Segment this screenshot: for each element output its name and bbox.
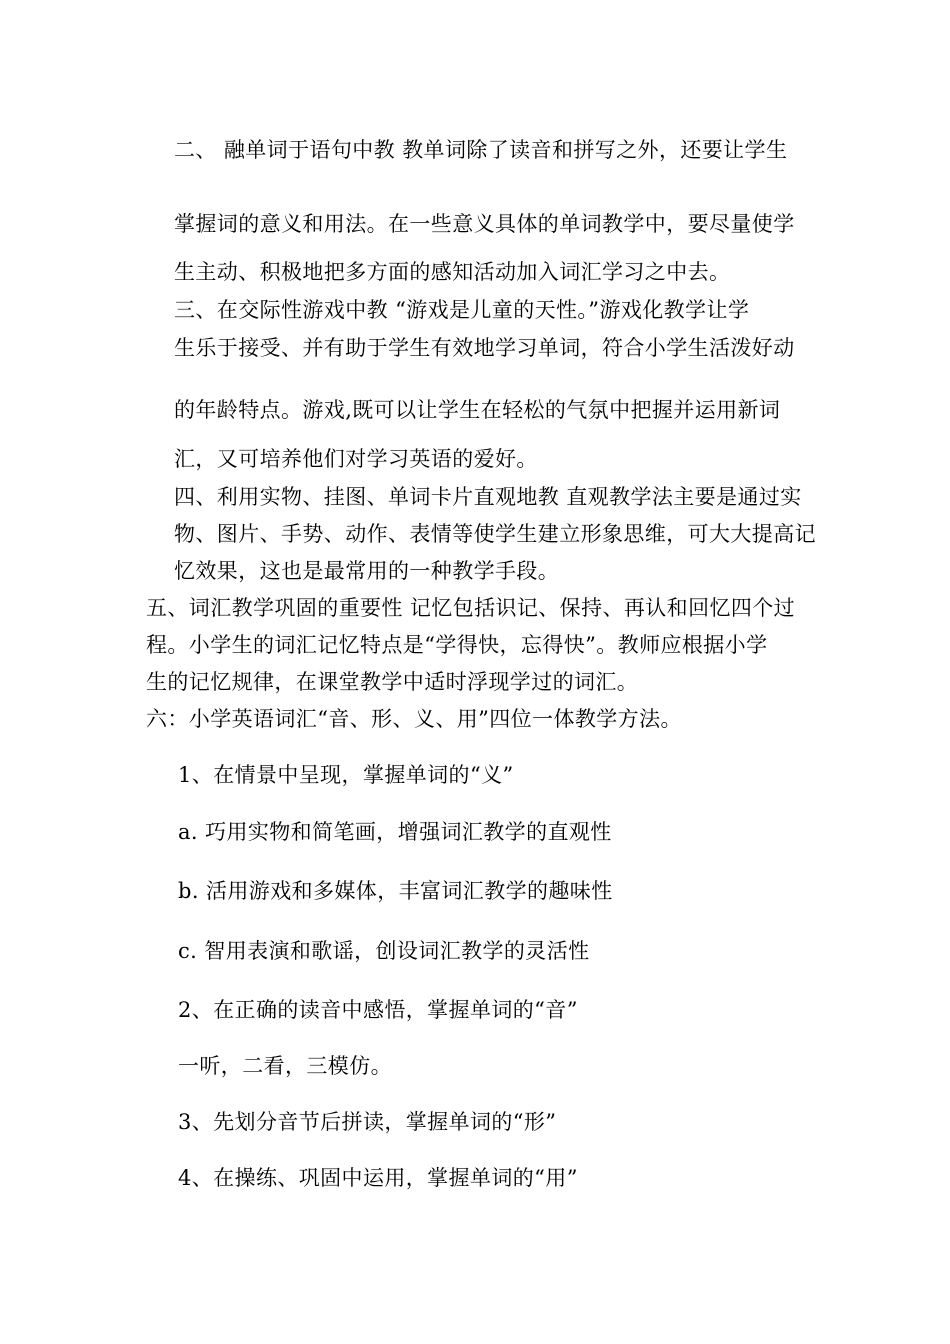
section-4-line-3: 忆效果，这也是最常用的一种教学手段。	[174, 559, 560, 583]
section-6-item-4: 4、在操练、巩固中运用，掌握单词的“用”	[178, 1166, 578, 1190]
section-6-item-1b: b. 活用游戏和多媒体，丰富词汇教学的趣味性	[178, 879, 613, 903]
section-4-line-2: 物、图片、手势、动作、表情等使学生建立形象思维，可大大提高记	[174, 522, 816, 546]
section-3-line-1: 三、在交际性游戏中教 “游戏是儿童的天性。”游戏化教学让学	[174, 298, 750, 322]
section-6-item-1c: c. 智用表演和歌谣，创设词汇教学的灵活性	[178, 939, 590, 963]
section-6-item-3: 3、先划分音节后拼读，掌握单词的“形”	[178, 1110, 557, 1134]
section-5-line-2: 程。小学生的词汇记忆特点是“学得快，忘得快”。教师应根据小学	[146, 633, 768, 657]
section-6-item-1: 1、在情景中呈现，掌握单词的“义”	[178, 763, 514, 787]
section-5-line-3: 生的记忆规律，在课堂教学中适时浮现学过的词汇。	[146, 670, 639, 694]
section-3-line-3: 的年龄特点。游戏,既可以让学生在轻松的气氛中把握并运用新词	[174, 398, 781, 422]
section-6-item-1a: a. 巧用实物和简笔画，增强词汇教学的直观性	[178, 820, 612, 844]
section-5-line-1: 五、词汇教学巩固的重要性 记忆包括识记、保持、再认和回忆四个过	[146, 596, 796, 620]
section-3-line-2: 生乐于接受、并有助于学生有效地学习单词，符合小学生活泼好动	[174, 336, 795, 360]
section-2-line-3: 生主动、积极地把多方面的感知活动加入词汇学习之中去。	[174, 260, 731, 284]
section-3-line-4: 汇，又可培养他们对学习英语的爱好。	[174, 447, 538, 471]
section-6-item-2-detail: 一听，二看，三模仿。	[178, 1054, 392, 1078]
section-2-line-2: 掌握词的意义和用法。在一些意义具体的单词教学中，要尽量使学	[174, 212, 795, 236]
section-6-heading: 六：小学英语词汇“音、形、义、用”四位一体教学方法。	[146, 707, 682, 731]
section-6-item-2: 2、在正确的读音中感悟，掌握单词的“音”	[178, 998, 578, 1022]
section-2-line-1: 二、 融单词于语句中教 教单词除了读音和拼写之外，还要让学生	[174, 138, 788, 162]
section-4-line-1: 四、利用实物、挂图、单词卡片直观地教 直观教学法主要是通过实	[174, 485, 802, 509]
